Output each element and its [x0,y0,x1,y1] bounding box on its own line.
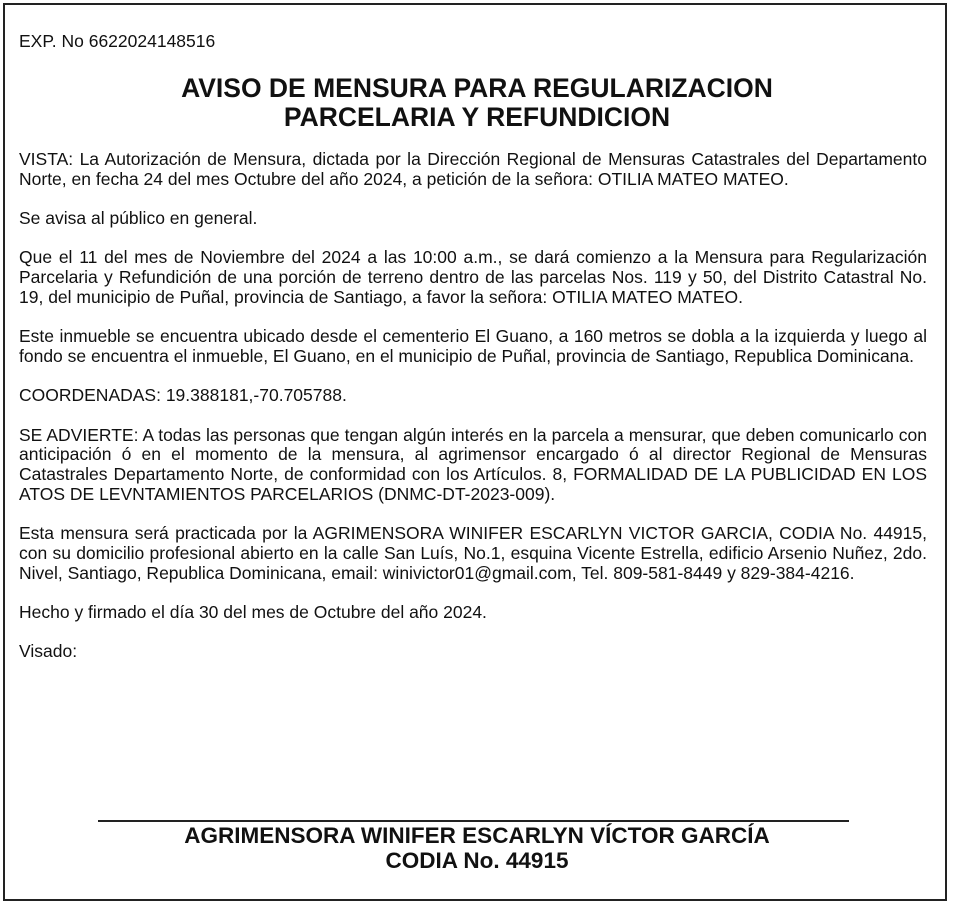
title-line-1: AVISO DE MENSURA PARA REGULARIZACION [181,73,773,103]
paragraph-ubicacion: Este inmueble se encuentra ubicado desde el cementerio El Guano, a 160 metros se dobla a la izquierda y luego al fondo se encuentra el inmueble, El Guano, en el municipio de Puñal, provincia de Santiago, Republica Dominicana. [19,326,927,366]
signature-line [98,820,849,822]
paragraph-aviso: Se avisa al público en general. [19,208,258,229]
paragraph-vista: VISTA: La Autorización de Mensura, dictada por la Dirección Regional de Mensuras Catastrales del Departamento Norte, en fecha 24 del mes Octubre del año 2024, a petición de la señora: OTILIA MATEO MATEO. [19,149,927,189]
signature-name: AGRIMENSORA WINIFER ESCARLYN VÍCTOR GARCÍA [184,823,770,848]
paragraph-practicada: Esta mensura será practicada por la AGRIMENSORA WINIFER ESCARLYN VICTOR GARCIA, CODIA No. 44915, con su domicilio profesional abierto en la calle San Luís, No.1, esquina Vicente Estrella, edificio Arsenio Nuñez, 2do. Nivel, Santiago, Republica Dominicana, email: winivictor01@gmail.com, Tel. 809-581-8449 y 829-384-4216. [19,523,927,583]
paragraph-hecho: Hecho y firmado el día 30 del mes de Octubre del año 2024. [19,602,487,623]
expediente-number: EXP. No 6622024148516 [19,31,216,51]
signature-codia: CODIA No. 44915 [385,848,569,873]
title-line-2: PARCELARIA Y REFUNDICION [283,102,671,132]
signature-block [0,823,954,873]
paragraph-fecha: Que el 11 del mes de Noviembre del 2024 a las 10:00 a.m., se dará comienzo a la Mensura para Regularización Parcelaria y Refundición de una porción de terreno dentro de las parcelas Nos. 119 y 50, del Distrito Catastral No. 19, del municipio de Puñal, provincia de Santiago, a favor la señora: OTILIA MATEO MATEO. [19,247,927,307]
paragraph-visado: Visado: [19,641,78,662]
notice-title [0,74,954,132]
paragraph-advierte: SE ADVIERTE: A todas las personas que tengan algún interés en la parcela a mensurar, que deben comunicarlo con anticipación ó en el momento de la mensura, al agrimensor encargado ó al director Regional de Mensuras Catastrales Departamento Norte, de conformidad con los Artículos. 8, FORMALIDAD DE LA PUBLICIDAD EN LOS ATOS DE LEVNTAMIENTOS PARCELARIOS (DNMC-DT-2023-009). [19,424,927,504]
notice-body [19,150,927,682]
paragraph-coordenadas: COORDENADAS: 19.388181,-70.705788. [19,385,347,406]
